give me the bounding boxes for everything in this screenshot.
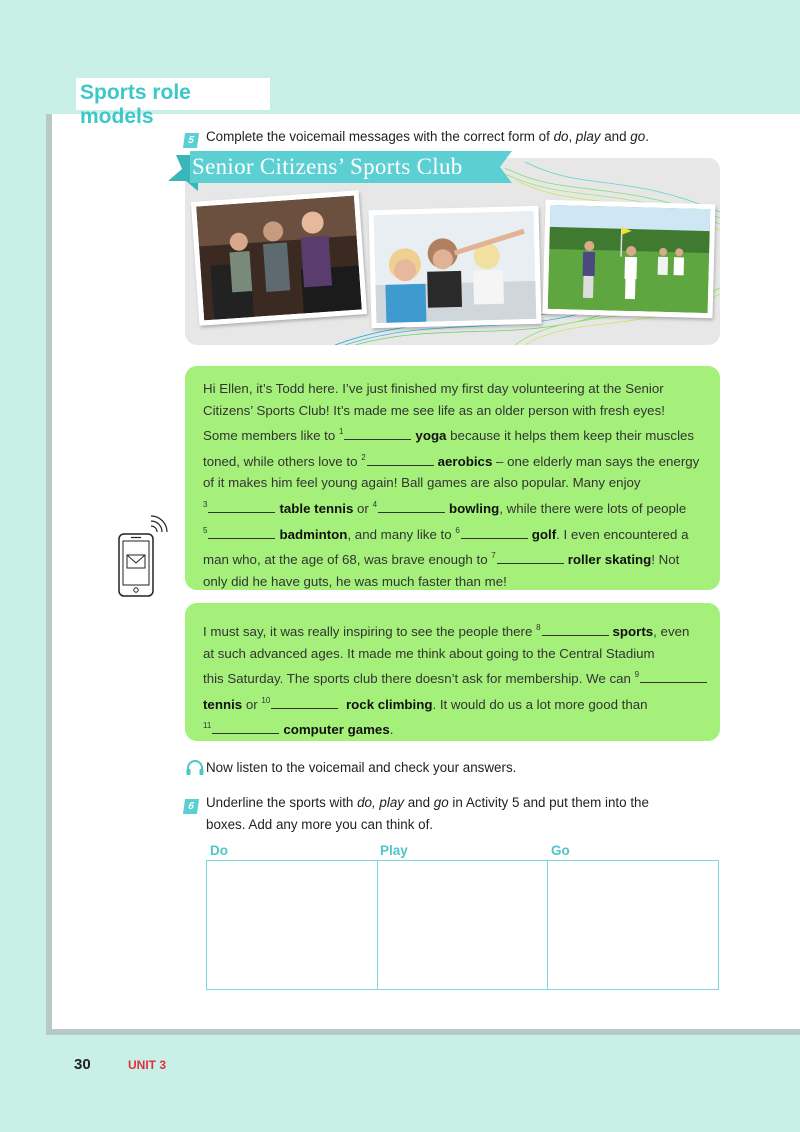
message-text: Citizens’ Sports Club! It’s made me see life as an older person with fresh eyes!	[203, 402, 665, 418]
blank-number: 8	[536, 623, 541, 632]
blank-number: 6	[455, 525, 460, 535]
a6-do-play: do, play	[357, 795, 404, 810]
sport-keyword: badminton	[279, 526, 348, 542]
sport-keyword: bowling	[449, 500, 500, 516]
sport-keyword: sports	[612, 624, 654, 639]
sport-keyword: golf	[531, 526, 557, 542]
unit-label: UNIT 3	[128, 1058, 167, 1072]
blank-number: 2	[361, 452, 366, 462]
photo-golf	[543, 200, 716, 318]
message-text: of it makes him feel young again! Ball games are also popular. Many enjoy	[203, 475, 641, 491]
a6-text-2: in Activity 5 and put them into the	[448, 795, 649, 810]
blank-number: 5	[203, 525, 208, 535]
message-text: only did he have guts, he was much faster than me!	[203, 573, 507, 589]
message-text: .	[389, 722, 394, 738]
blank-number: 4	[372, 499, 378, 509]
a6-line-2: boxes. Add any more you can think of.	[206, 817, 434, 832]
message-text: Some members like to	[203, 428, 339, 444]
do-answer-box[interactable]	[207, 861, 378, 989]
message-text: Hi Ellen, it’s Todd here. I’ve just finished my first day volunteering at the Senior	[203, 381, 664, 396]
message-text: this Saturday. The sports club there doesn’t ask for membership. We can	[203, 671, 635, 687]
a6-go: go	[433, 795, 449, 810]
answer-blank[interactable]	[367, 454, 434, 466]
message-line	[203, 545, 702, 571]
answer-blank[interactable]	[208, 501, 275, 513]
blank-number: 9	[634, 670, 640, 680]
blank-number: 3	[203, 499, 208, 509]
phone-message-icon	[115, 514, 171, 598]
go-answer-box[interactable]	[548, 861, 718, 989]
photo-stretching	[368, 206, 541, 328]
activity-5-instruction	[184, 126, 649, 148]
instr-end: .	[645, 129, 649, 144]
blank-number: 10	[261, 695, 271, 705]
answer-blank[interactable]	[344, 428, 411, 440]
headphones-icon	[186, 760, 204, 776]
voicemail-message-1	[185, 366, 720, 590]
message-line	[203, 664, 702, 690]
sports-table	[206, 860, 719, 990]
sport-keyword: aerobics	[437, 453, 493, 469]
instr-sep: ,	[568, 129, 576, 144]
message-text: or	[242, 696, 262, 712]
answer-blank[interactable]	[208, 527, 275, 539]
message-line	[203, 571, 702, 593]
message-text: – one elderly man says the energy	[492, 453, 700, 469]
message-line	[203, 378, 702, 400]
sport-keyword: roller skating	[567, 552, 652, 568]
message-text: . It would do us a lot more good than	[432, 696, 648, 712]
sport-keyword: tennis	[203, 696, 243, 712]
message-line	[203, 643, 702, 665]
sport-keyword: rock climbing	[346, 696, 433, 712]
message-line	[203, 494, 702, 520]
listen-text: Now listen to the voicemail and check your answers.	[206, 760, 517, 775]
photo-treadmill	[191, 190, 367, 325]
sport-keyword: table tennis	[279, 500, 354, 516]
message-line	[203, 690, 702, 716]
message-text: , and many like to	[347, 526, 456, 542]
message-text: ! Not	[651, 552, 680, 568]
instr-do: do	[553, 129, 569, 144]
message-text: man who, at the age of 68, was brave enough to	[203, 552, 492, 568]
answer-blank[interactable]	[378, 501, 445, 513]
message-text: toned, while others love to	[203, 453, 362, 469]
message-line	[203, 715, 702, 741]
answer-blank[interactable]	[271, 697, 338, 709]
message-line	[203, 400, 702, 422]
message-text: I must say, it was really inspiring to see the people there	[203, 624, 537, 639]
blank-number: 1	[338, 427, 344, 437]
column-header-go: Go	[551, 843, 570, 858]
voicemail-message-2	[185, 603, 720, 741]
blank-number: 11	[203, 721, 212, 731]
instr-and: and	[600, 129, 631, 144]
activity-6-instruction	[184, 792, 649, 836]
answer-blank[interactable]	[640, 671, 707, 683]
message-line	[203, 520, 702, 546]
column-header-do: Do	[210, 843, 228, 858]
message-text: . I even encountered a	[556, 526, 689, 542]
answer-blank[interactable]	[497, 552, 564, 564]
message-line	[203, 421, 702, 447]
message-text: , while there were lots of people	[499, 500, 687, 516]
instr-go: go	[630, 129, 646, 144]
a6-text-1: Underline the sports with	[206, 795, 358, 810]
message-text: because it helps them keep their muscles	[446, 428, 695, 444]
message-line	[203, 617, 702, 643]
message-text: , even	[653, 624, 690, 639]
section-title: Sports role models	[76, 78, 270, 110]
sport-keyword: computer games	[283, 722, 390, 738]
answer-blank[interactable]	[461, 527, 528, 539]
activity-5-number: 5	[183, 133, 199, 148]
instr-text: Complete the voicemail messages with the correct form of	[206, 129, 554, 144]
column-header-play: Play	[380, 843, 408, 858]
message-line	[203, 447, 702, 473]
answer-blank[interactable]	[542, 624, 609, 636]
message-line	[203, 472, 702, 494]
banner-title: Senior Citizens’ Sports Club	[192, 154, 463, 179]
page-number: 30	[74, 1056, 91, 1073]
instr-play: play	[575, 129, 601, 144]
sport-keyword: yoga	[415, 428, 447, 444]
message-text: or	[353, 500, 373, 516]
activity-6-number: 6	[183, 799, 199, 814]
play-answer-box[interactable]	[378, 861, 549, 989]
blank-number: 7	[491, 551, 496, 561]
listen-instruction	[186, 758, 516, 778]
answer-blank[interactable]	[212, 722, 279, 734]
message-text: at such advanced ages. It made me think about going to the Central Stadium	[203, 645, 655, 661]
a6-and: and	[404, 795, 434, 810]
